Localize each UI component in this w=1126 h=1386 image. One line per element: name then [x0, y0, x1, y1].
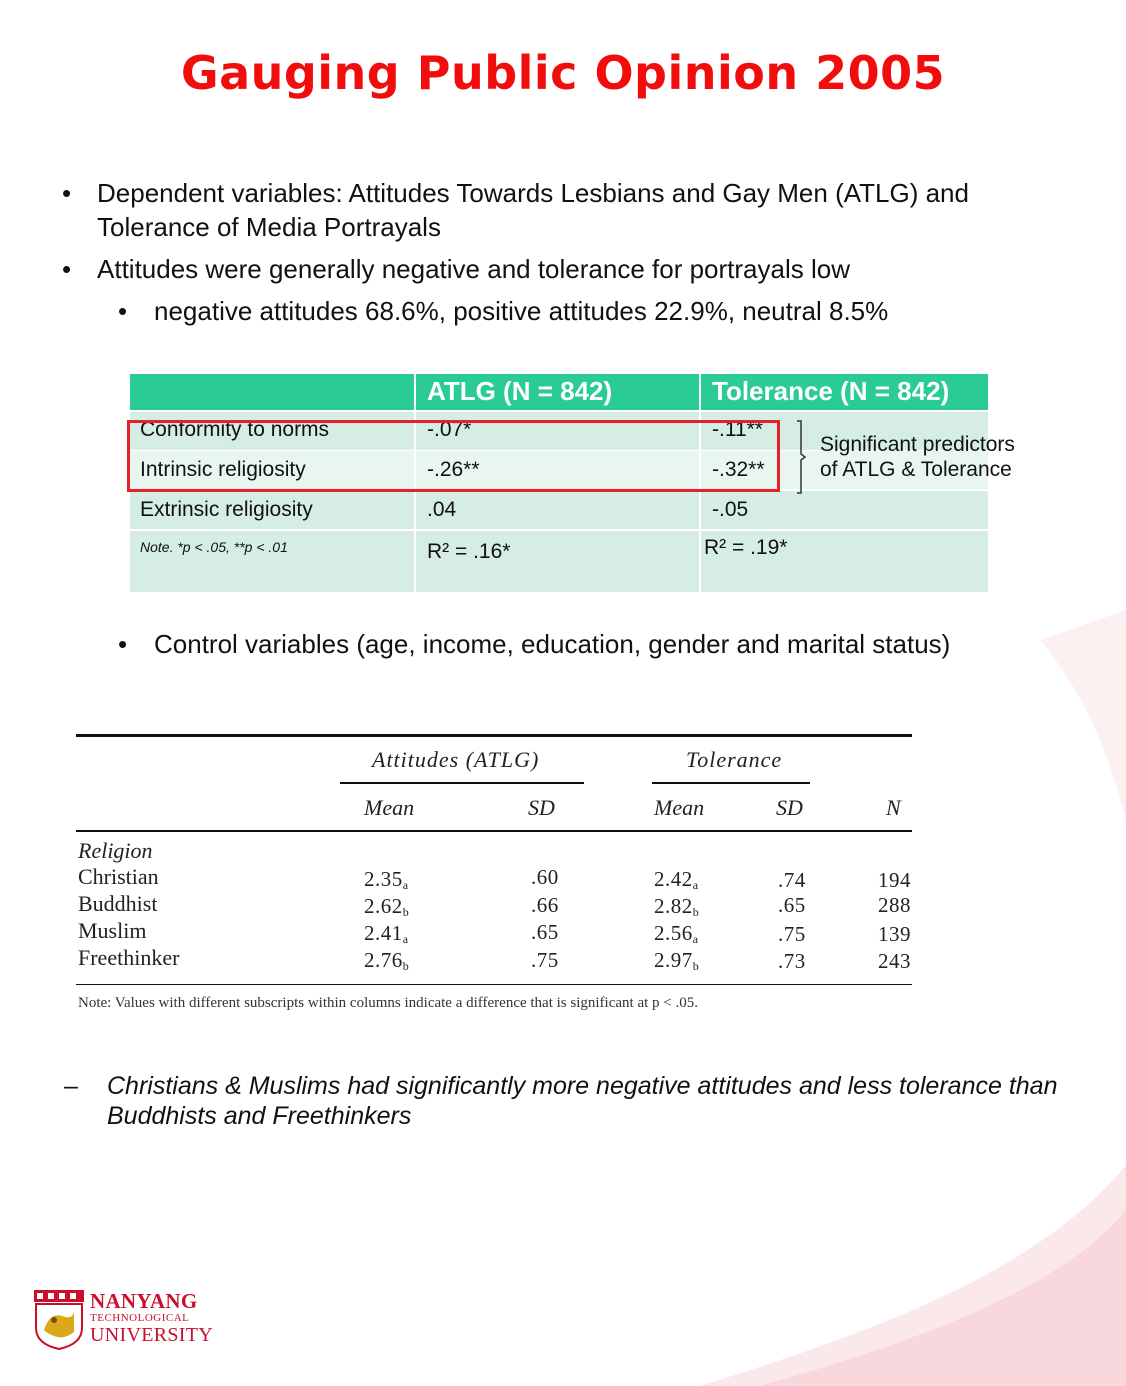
- atlg-sd: .66: [531, 893, 559, 917]
- tolerance-mean: $2.82_b$: [654, 894, 700, 919]
- row-label: Intrinsic religiosity: [140, 458, 306, 481]
- group-header-atlg: Attitudes (ATLG): [372, 747, 540, 772]
- group-header-tolerance: Tolerance: [686, 747, 783, 772]
- group-underline: [652, 782, 810, 784]
- sub-bullet-control-variables: [118, 627, 1068, 661]
- header-atlg: ATLG (N = 842): [427, 376, 613, 406]
- note-line: of ATLG & Tolerance: [820, 458, 1012, 481]
- tolerance-sd: .73: [778, 949, 806, 973]
- sample-n: 288: [878, 893, 911, 917]
- row-label: Christian: [78, 864, 159, 889]
- header-tolerance: Tolerance (N = 842): [712, 376, 950, 406]
- column-header-mean: Mean: [654, 795, 705, 820]
- tolerance-mean: $2.97_b$: [654, 948, 700, 973]
- column-header-mean: Mean: [364, 795, 415, 820]
- table-note: Note: Values with different subscripts within columns indicate a difference that is significant at p < .05.: [78, 995, 698, 1011]
- tolerance-sd: .74: [778, 868, 806, 892]
- atlg-sd: .65: [531, 920, 559, 944]
- column-header-sd: SD: [528, 795, 555, 820]
- logo-line-2: TECHNOLOGICAL: [90, 1312, 190, 1324]
- tolerance-mean: $2.56_a$: [654, 921, 699, 946]
- sample-n: 139: [878, 922, 911, 946]
- tolerance-mean: $2.42_a$: [654, 867, 699, 892]
- bullet-marker: •: [118, 296, 128, 326]
- row-label: Conformity to norms: [140, 418, 330, 441]
- atlg-value: .04: [427, 498, 457, 521]
- table-row-note: [130, 531, 988, 592]
- table-header-row: [130, 374, 988, 410]
- bullet-attitudes: [62, 252, 1062, 286]
- table-bottom-rule: [76, 984, 912, 985]
- sub-bullet-percentages: [118, 294, 1068, 328]
- brace-icon: [796, 420, 806, 494]
- table-top-rule: [76, 734, 912, 737]
- row-label: Buddhist: [78, 891, 158, 916]
- atlg-mean: $2.35_a$: [364, 867, 409, 892]
- bullet-text: Attitudes were generally negative and tolerance for portrayals low: [97, 254, 850, 284]
- tolerance-value: -.11**: [712, 418, 763, 441]
- column-header-n: N: [886, 795, 901, 820]
- table-row: [130, 491, 988, 529]
- bullet-marker: •: [118, 629, 128, 659]
- atlg-mean: $2.41_a$: [364, 921, 409, 946]
- significant-predictors-highlight: [127, 420, 780, 492]
- bullet-dependent-variables: [62, 176, 1062, 244]
- bullet-text: Dependent variables: Attitudes Towards Lesbians and Gay Men (ATLG) and Tolerance of Media Portrayals: [97, 178, 969, 242]
- ntu-logo: [34, 1288, 214, 1352]
- tolerance-sd: .75: [778, 922, 806, 946]
- conclusion-text: Christians & Muslims had significantly more negative attitudes and less tolerance than Buddhists and Freethinkers: [107, 1072, 1058, 1130]
- tolerance-value: -.05: [712, 498, 749, 521]
- row-label: Freethinker: [78, 945, 180, 970]
- bullet-text: negative attitudes 68.6%, positive attitudes 22.9%, neutral 8.5%: [154, 296, 889, 326]
- bullet-text: Control variables (age, income, education, gender and marital status): [154, 629, 951, 659]
- r-squared-atlg: R² = .16*: [427, 540, 511, 563]
- column-header-sd: SD: [776, 795, 803, 820]
- section-label: Religion: [78, 838, 153, 863]
- logo-line-1: NANYANG: [90, 1289, 198, 1313]
- conclusion-bullet: [64, 1071, 1064, 1131]
- significant-predictors-note: [820, 432, 1015, 482]
- dash-marker: –: [64, 1072, 78, 1100]
- slide-title: Gauging Public Opinion 2005: [180, 46, 946, 100]
- descriptive-table: [76, 734, 912, 1024]
- header-rule: [76, 830, 912, 832]
- sample-n: 194: [878, 868, 911, 892]
- group-underline: [340, 782, 584, 784]
- university-crest-icon: [34, 1290, 84, 1350]
- atlg-value: -.26**: [427, 458, 480, 481]
- atlg-mean: $2.76_b$: [364, 948, 410, 973]
- atlg-mean: $2.62_b$: [364, 894, 410, 919]
- note-line: Significant predictors: [820, 433, 1015, 456]
- bullet-marker: •: [62, 254, 72, 284]
- atlg-value: -.07*: [427, 418, 472, 441]
- atlg-sd: .75: [531, 948, 559, 972]
- tolerance-sd: .65: [778, 893, 806, 917]
- tolerance-value: -.32**: [712, 458, 765, 481]
- row-label: Extrinsic religiosity: [140, 498, 313, 521]
- atlg-sd: .60: [531, 865, 559, 889]
- logo-line-3: UNIVERSITY: [90, 1324, 213, 1346]
- sample-n: 243: [878, 949, 911, 973]
- r-squared-tolerance: R² = .19*: [704, 536, 788, 559]
- significance-note: Note. *p < .05, **p < .01: [140, 539, 288, 555]
- bullet-marker: •: [62, 178, 72, 208]
- row-label: Muslim: [78, 918, 147, 943]
